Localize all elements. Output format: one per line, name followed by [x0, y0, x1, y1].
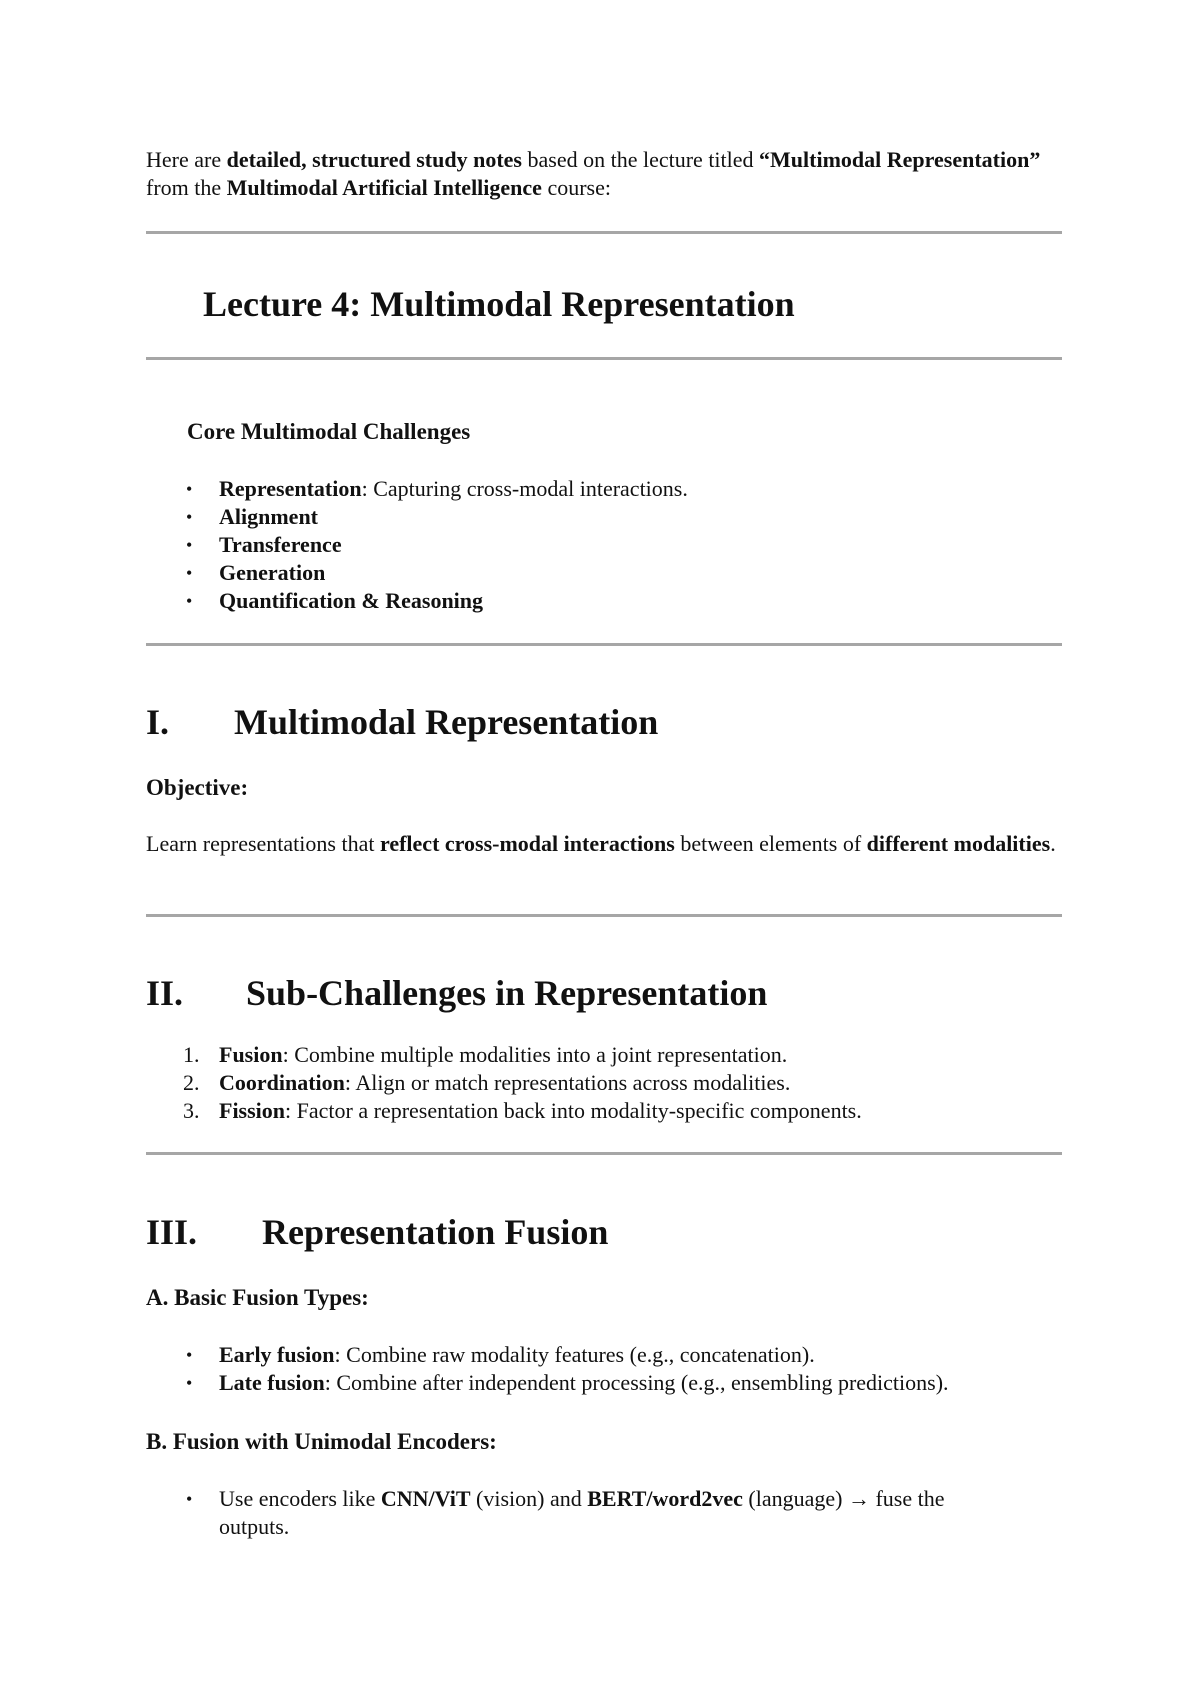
list-item-number: 1. [183, 1042, 200, 1067]
section-2-title: Sub-Challenges in Representation [246, 973, 768, 1013]
list-item-text: : Align or match representations across modalities. [344, 1070, 791, 1095]
horizontal-rule [146, 357, 1062, 360]
objective-text-2: between elements of [674, 831, 867, 856]
basic-fusion-types-heading: A. Basic Fusion Types: [146, 1285, 369, 1310]
objective-bold-2: different modalities [866, 831, 1051, 856]
section-2-number: II. [146, 973, 184, 1013]
list-item-bold: Early fusion [219, 1342, 335, 1367]
unimodal-encoders-list [146, 1485, 1062, 1541]
core-challenges-list [146, 475, 1062, 615]
section-3-title: Representation Fusion [262, 1212, 609, 1252]
list-item-bold: CNN/ViT [380, 1486, 471, 1511]
list-item [146, 1097, 1062, 1125]
list-item-bold: Transference [219, 532, 342, 557]
section-3-heading [146, 1212, 608, 1252]
list-item-text: : Factor a representation back into modality-specific components. [285, 1098, 862, 1123]
list-item-text: : Capturing cross-modal interactions. [361, 476, 688, 501]
bullet-icon: • [186, 479, 193, 499]
list-item-bold: Fusion [219, 1042, 283, 1067]
list-item-number: 2. [183, 1070, 200, 1095]
list-item [146, 1069, 1062, 1097]
section-2-heading [146, 973, 767, 1013]
list-item [146, 1341, 1062, 1369]
list-item-bold: Generation [219, 560, 326, 585]
basic-fusion-types-list [146, 1341, 1062, 1397]
list-item-bold: Late fusion [219, 1370, 325, 1395]
bullet-icon: • [186, 1345, 193, 1365]
sub-challenges-list [146, 1041, 1062, 1125]
list-item-bold: Coordination [219, 1070, 345, 1095]
bullet-icon: • [186, 591, 193, 611]
objective-paragraph [146, 830, 1062, 858]
objective-heading: Objective: [146, 775, 249, 800]
objective-text-3: . [1050, 831, 1056, 856]
intro-paragraph [146, 146, 1062, 202]
list-item-text: (vision) and [470, 1486, 588, 1511]
unimodal-encoders-heading: B. Fusion with Unimodal Encoders: [146, 1429, 497, 1454]
intro-bold-1: detailed, structured study notes [226, 147, 522, 172]
list-item-text: Use encoders like [219, 1486, 381, 1511]
lecture-title: Lecture 4: Multimodal Representation [203, 284, 795, 324]
objective-text-1: Learn representations that [146, 831, 380, 856]
list-item-bold: Quantification & Reasoning [219, 588, 484, 613]
section-1-number: I. [146, 702, 170, 742]
list-item-bold: BERT/word2vec [587, 1486, 743, 1511]
list-item-bold: Fission [219, 1098, 286, 1123]
horizontal-rule [146, 231, 1062, 234]
list-item-number: 3. [183, 1098, 200, 1123]
list-item [146, 531, 1062, 559]
intro-text-1: Here are [146, 147, 227, 172]
section-1-title: Multimodal Representation [234, 702, 659, 742]
list-item [146, 587, 1062, 615]
bullet-icon: • [186, 563, 193, 583]
bullet-icon: • [186, 1489, 193, 1509]
intro-bold-2: “Multimodal Representation” [759, 147, 1041, 172]
list-item-bold: Representation [219, 476, 362, 501]
section-1-heading [146, 702, 658, 742]
list-item-text: : Combine after independent processing (e.g., ensembling predictions). [324, 1370, 949, 1395]
list-item [146, 1041, 1062, 1069]
list-item [146, 503, 1062, 531]
list-item-bold: Alignment [219, 504, 318, 529]
list-item-text: : Combine multiple modalities into a joint representation. [282, 1042, 788, 1067]
bullet-icon: • [186, 1373, 193, 1393]
section-3-number: III. [146, 1212, 198, 1252]
intro-text-2: based on the lecture titled [522, 147, 760, 172]
list-item [146, 475, 1062, 503]
list-item [146, 1485, 1062, 1541]
intro-bold-3: Multimodal Artificial Intelligence [226, 175, 542, 200]
list-item-text: (language) → fuse the outputs. [219, 1486, 945, 1539]
intro-text-3: from the [146, 175, 227, 200]
list-item-text: : Combine raw modality features (e.g., concatenation). [334, 1342, 815, 1367]
list-item [146, 559, 1062, 587]
list-item [146, 1369, 1062, 1397]
bullet-icon: • [186, 507, 193, 527]
horizontal-rule [146, 1152, 1062, 1155]
intro-text-4: course: [541, 175, 611, 200]
horizontal-rule [146, 643, 1062, 646]
objective-bold-1: reflect cross-modal interactions [379, 831, 675, 856]
bullet-icon: • [186, 535, 193, 555]
horizontal-rule [146, 914, 1062, 917]
core-challenges-heading: Core Multimodal Challenges [187, 419, 471, 444]
